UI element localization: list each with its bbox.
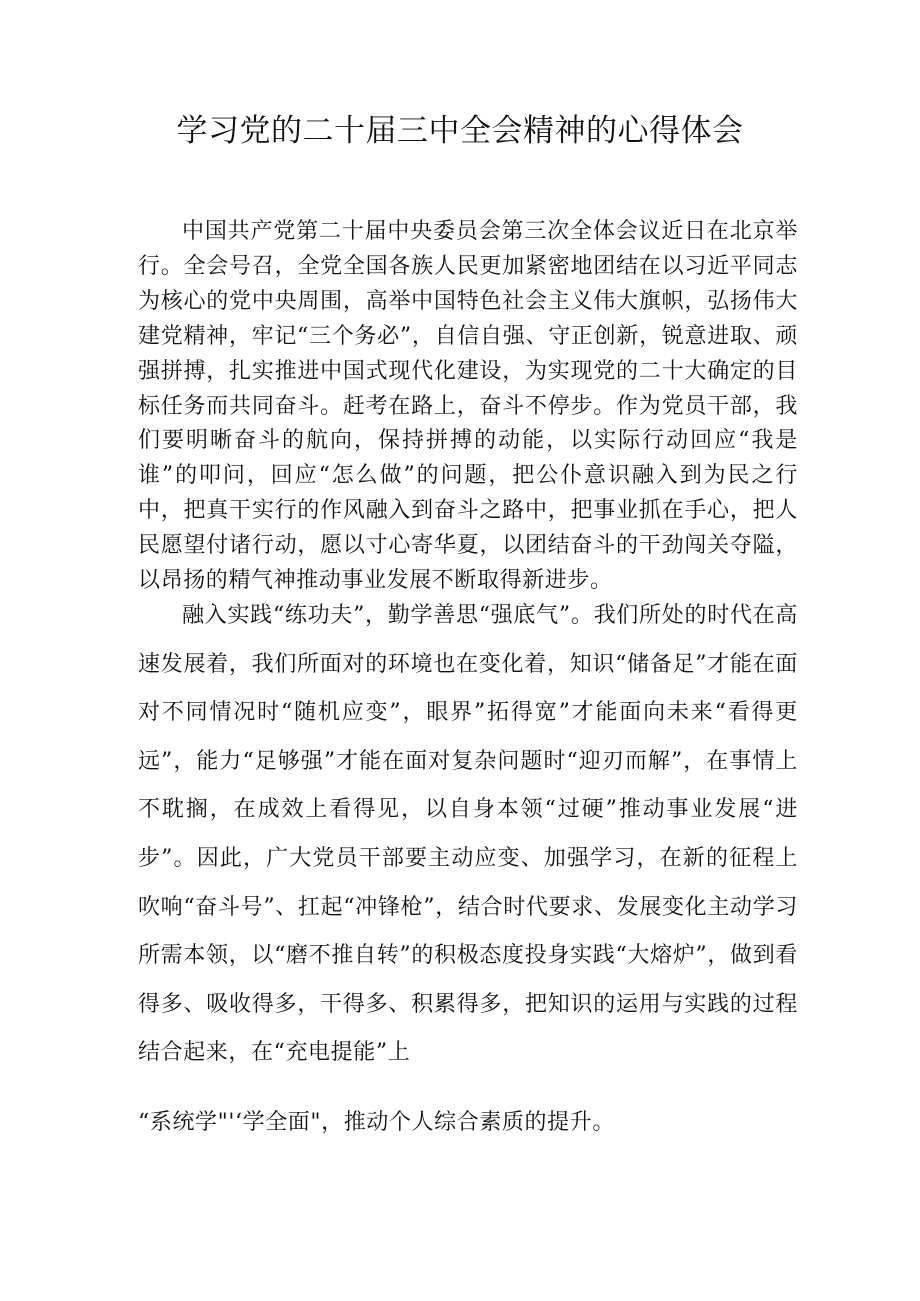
paragraph-continuation: “系统学"'‘学全面"，推动个人综合素质的提升。	[138, 1110, 615, 1135]
document-title: 学习党的二十届三中全会精神的心得体会	[176, 113, 744, 149]
paragraph-practice: 融入实践“练功夫”，勤学善思“强底气”。我们所处的时代在高速发展着，我们所面对的环境也在变化着，知识“储备足”才能在面对不同情况时“随机应变”，眼界”拓得宽”才能面向未来“看得更远”，能力“足够强”才能在面对复杂问题时“迎刃而解”，在事情上不耽搁，在成效上看得见，以自身本领“过硬”推动事业发展“进步”。因此，广大党员干部要主动应变、加强学习，在新的征程上吹响“奋斗号”、扛起“冲锋枪”，结合时代要求、发展变化主动学习所需本领，以“磨不推自转”的积极态度投身实践“大熔炉”，做到看得多、吸收得多，干得多、积累得多，把知识的运用与实践的过程结合起来，在“充电提能”上	[138, 603, 798, 1066]
paragraph-intro: 中国共产党第二十届中央委员会第三次全体会议近日在北京举行。全会号召，全党全国各族人民更加紧密地团结在以习近平同志为核心的党中央周围，高举中国特色社会主义伟大旗帜，弘扬伟大建党精神，牢记“三个务必”，自信自强、守正创新，锐意进取、顽强拼搏，扎实推进中国式现代化建设，为实现党的二十大确定的目标任务而共同奋斗。赶考在路上，奋斗不停步。作为党员干部，我们要明晰奋斗的航向，保持拼搏的动能，以实际行动回应“我是谁”的叩问，回应“怎么做”的问题，把公仆意识融入到为民之行中，把真干实行的作风融入到奋斗之路中，把事业抓在手心，把人民愿望付诸行动，愿以寸心寄华夏，以团结奋斗的干劲闯关夺隘，以昂扬的精气神推动事业发展不断取得新进步。	[138, 219, 798, 594]
